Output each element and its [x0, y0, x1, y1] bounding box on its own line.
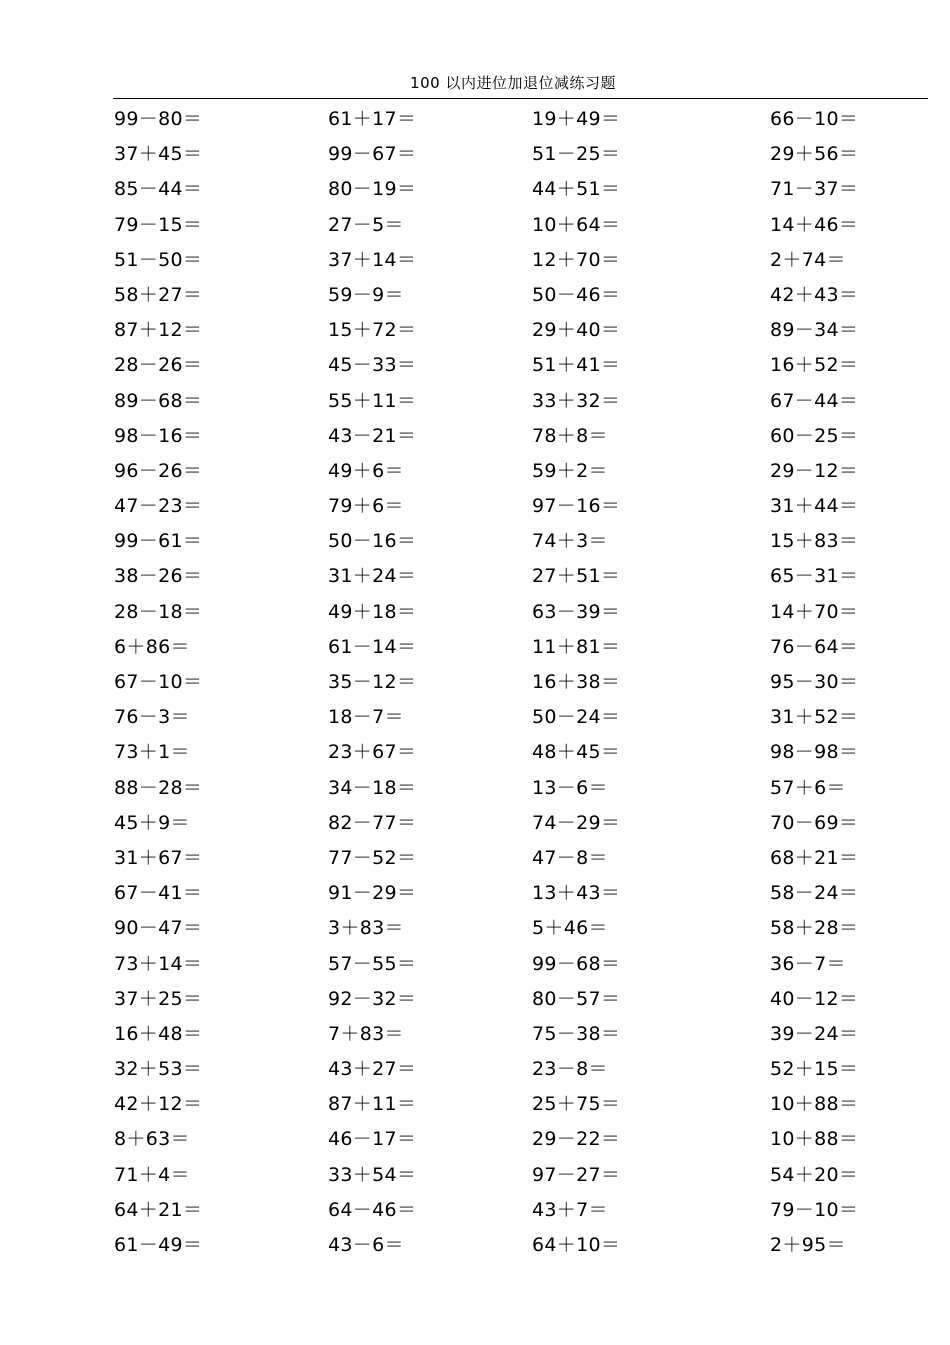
problem-row — [0, 1158, 950, 1193]
arithmetic-problem: 27－5＝ — [328, 213, 404, 236]
arithmetic-problem: 50－16＝ — [328, 530, 417, 553]
arithmetic-problem: 3＋83＝ — [328, 917, 404, 940]
arithmetic-problem: 99－61＝ — [114, 530, 203, 553]
problem-row — [0, 243, 950, 278]
arithmetic-problem: 46－17＝ — [328, 1128, 417, 1151]
arithmetic-problem: 23＋67＝ — [328, 741, 417, 764]
arithmetic-problem: 10＋64＝ — [532, 213, 621, 236]
problem-row — [0, 137, 950, 172]
problem-row — [0, 1193, 950, 1228]
arithmetic-problem: 64－46＝ — [328, 1198, 417, 1221]
arithmetic-problem: 90－47＝ — [114, 917, 203, 940]
arithmetic-problem: 64＋10＝ — [532, 1234, 621, 1256]
arithmetic-problem: 50－46＝ — [532, 283, 621, 306]
arithmetic-problem: 76－64＝ — [770, 635, 859, 658]
arithmetic-problem: 2＋74＝ — [770, 248, 846, 271]
arithmetic-problem: 79－15＝ — [114, 213, 203, 236]
arithmetic-problem: 31＋52＝ — [770, 706, 859, 729]
arithmetic-problem: 92－32＝ — [328, 987, 417, 1010]
arithmetic-problem: 89－34＝ — [770, 319, 859, 342]
problem-row — [0, 876, 950, 911]
arithmetic-problem: 98－98＝ — [770, 741, 859, 764]
arithmetic-problem: 39－24＝ — [770, 1022, 859, 1045]
problem-row — [0, 630, 950, 665]
arithmetic-problem: 43－6＝ — [328, 1234, 404, 1256]
arithmetic-problem: 29－12＝ — [770, 459, 859, 482]
arithmetic-problem: 59＋2＝ — [532, 459, 608, 482]
problem-row — [0, 771, 950, 806]
problem-row — [0, 911, 950, 946]
arithmetic-problem: 99－80＝ — [114, 108, 203, 130]
arithmetic-problem: 16＋38＝ — [532, 671, 621, 693]
arithmetic-problem: 49＋18＝ — [328, 600, 417, 623]
arithmetic-problem: 51－50＝ — [114, 248, 203, 271]
arithmetic-problem: 58－24＝ — [770, 882, 859, 905]
arithmetic-problem: 71＋4＝ — [114, 1163, 190, 1186]
arithmetic-problem: 54＋20＝ — [770, 1163, 859, 1186]
arithmetic-problem: 57－55＝ — [328, 952, 417, 975]
problem-row — [0, 489, 950, 524]
arithmetic-problem: 10＋88＝ — [770, 1128, 859, 1151]
problem-row — [0, 1228, 950, 1263]
arithmetic-problem: 13－6＝ — [532, 776, 608, 799]
arithmetic-problem: 61－49＝ — [114, 1234, 203, 1256]
arithmetic-problem: 65－31＝ — [770, 565, 859, 588]
arithmetic-problem: 59－9＝ — [328, 283, 404, 306]
arithmetic-problem: 18－7＝ — [328, 706, 404, 729]
problem-row — [0, 208, 950, 243]
arithmetic-problem: 35－12＝ — [328, 671, 417, 693]
arithmetic-problem: 82－77＝ — [328, 811, 417, 834]
arithmetic-problem: 61＋17＝ — [328, 108, 417, 130]
arithmetic-problem: 79－10＝ — [770, 1198, 859, 1221]
arithmetic-problem: 70－69＝ — [770, 811, 859, 834]
arithmetic-problem: 7＋83＝ — [328, 1022, 404, 1045]
arithmetic-problem: 73＋14＝ — [114, 952, 203, 975]
arithmetic-problem: 58＋28＝ — [770, 917, 859, 940]
arithmetic-problem: 28－26＝ — [114, 354, 203, 377]
arithmetic-problem: 12＋70＝ — [532, 248, 621, 271]
arithmetic-problem: 67－44＝ — [770, 389, 859, 412]
worksheet — [0, 102, 950, 1263]
page-title: 100 以内进位加退位减练习题 — [410, 74, 616, 92]
arithmetic-problem: 51＋41＝ — [532, 354, 621, 377]
arithmetic-problem: 2＋95＝ — [770, 1234, 846, 1256]
arithmetic-problem: 27＋51＝ — [532, 565, 621, 588]
arithmetic-problem: 74－29＝ — [532, 811, 621, 834]
arithmetic-problem: 79＋6＝ — [328, 495, 404, 518]
arithmetic-problem: 25＋75＝ — [532, 1093, 621, 1116]
arithmetic-problem: 16＋52＝ — [770, 354, 859, 377]
problem-row — [0, 595, 950, 630]
arithmetic-problem: 88－28＝ — [114, 776, 203, 799]
arithmetic-problem: 66－10＝ — [770, 108, 859, 130]
arithmetic-problem: 47－8＝ — [532, 846, 608, 869]
arithmetic-problem: 37＋14＝ — [328, 248, 417, 271]
arithmetic-problem: 15＋83＝ — [770, 530, 859, 553]
arithmetic-problem: 33＋32＝ — [532, 389, 621, 412]
arithmetic-problem: 98－16＝ — [114, 424, 203, 447]
arithmetic-problem: 99－68＝ — [532, 952, 621, 975]
arithmetic-problem: 32＋53＝ — [114, 1058, 203, 1081]
arithmetic-problem: 89－68＝ — [114, 389, 203, 412]
arithmetic-problem: 96－26＝ — [114, 459, 203, 482]
problem-row — [0, 524, 950, 559]
arithmetic-problem: 29－22＝ — [532, 1128, 621, 1151]
problem-row — [0, 982, 950, 1017]
arithmetic-problem: 34－18＝ — [328, 776, 417, 799]
arithmetic-problem: 33＋54＝ — [328, 1163, 417, 1186]
arithmetic-problem: 43＋27＝ — [328, 1058, 417, 1081]
problem-row — [0, 841, 950, 876]
problem-row — [0, 1122, 950, 1157]
arithmetic-problem: 45－33＝ — [328, 354, 417, 377]
arithmetic-problem: 13＋43＝ — [532, 882, 621, 905]
arithmetic-problem: 58＋27＝ — [114, 283, 203, 306]
problem-row — [0, 384, 950, 419]
arithmetic-problem: 23－8＝ — [532, 1058, 608, 1081]
arithmetic-problem: 16＋48＝ — [114, 1022, 203, 1045]
arithmetic-problem: 80－57＝ — [532, 987, 621, 1010]
arithmetic-problem: 42＋43＝ — [770, 283, 859, 306]
arithmetic-problem: 19＋49＝ — [532, 108, 621, 130]
arithmetic-problem: 45＋9＝ — [114, 811, 190, 834]
arithmetic-problem: 97－16＝ — [532, 495, 621, 518]
arithmetic-problem: 43＋7＝ — [532, 1198, 608, 1221]
arithmetic-problem: 95－30＝ — [770, 671, 859, 693]
arithmetic-problem: 80－19＝ — [328, 178, 417, 201]
arithmetic-problem: 28－18＝ — [114, 600, 203, 623]
arithmetic-problem: 76－3＝ — [114, 706, 190, 729]
arithmetic-problem: 64＋21＝ — [114, 1198, 203, 1221]
arithmetic-problem: 87＋11＝ — [328, 1093, 417, 1116]
arithmetic-problem: 67－10＝ — [114, 671, 203, 693]
arithmetic-problem: 14＋70＝ — [770, 600, 859, 623]
problem-row — [0, 947, 950, 982]
problem-row — [0, 278, 950, 313]
arithmetic-problem: 5＋46＝ — [532, 917, 608, 940]
arithmetic-problem: 48＋45＝ — [532, 741, 621, 764]
problem-row — [0, 419, 950, 454]
arithmetic-problem: 51－25＝ — [532, 143, 621, 166]
arithmetic-problem: 10＋88＝ — [770, 1093, 859, 1116]
problem-row — [0, 665, 950, 700]
arithmetic-problem: 77－52＝ — [328, 846, 417, 869]
arithmetic-problem: 61－14＝ — [328, 635, 417, 658]
problem-row — [0, 1052, 950, 1087]
problem-row — [0, 313, 950, 348]
arithmetic-problem: 75－38＝ — [532, 1022, 621, 1045]
arithmetic-problem: 47－23＝ — [114, 495, 203, 518]
problem-row — [0, 454, 950, 489]
arithmetic-problem: 73＋1＝ — [114, 741, 190, 764]
arithmetic-problem: 37＋45＝ — [114, 143, 203, 166]
arithmetic-problem: 42＋12＝ — [114, 1093, 203, 1116]
arithmetic-problem: 63－39＝ — [532, 600, 621, 623]
arithmetic-problem: 11＋81＝ — [532, 635, 621, 658]
arithmetic-problem: 38－26＝ — [114, 565, 203, 588]
arithmetic-problem: 15＋72＝ — [328, 319, 417, 342]
arithmetic-problem: 87＋12＝ — [114, 319, 203, 342]
problem-row — [0, 348, 950, 383]
arithmetic-problem: 6＋86＝ — [114, 635, 190, 658]
arithmetic-problem: 44＋51＝ — [532, 178, 621, 201]
arithmetic-problem: 99－67＝ — [328, 143, 417, 166]
arithmetic-problem: 78＋8＝ — [532, 424, 608, 447]
problem-row — [0, 1087, 950, 1122]
arithmetic-problem: 52＋15＝ — [770, 1058, 859, 1081]
arithmetic-problem: 40－12＝ — [770, 987, 859, 1010]
arithmetic-problem: 14＋46＝ — [770, 213, 859, 236]
problem-row — [0, 102, 950, 137]
arithmetic-problem: 50－24＝ — [532, 706, 621, 729]
arithmetic-problem: 68＋21＝ — [770, 846, 859, 869]
problem-row — [0, 806, 950, 841]
arithmetic-problem: 71－37＝ — [770, 178, 859, 201]
arithmetic-problem: 36－7＝ — [770, 952, 846, 975]
arithmetic-problem: 49＋6＝ — [328, 459, 404, 482]
problem-row — [0, 735, 950, 770]
arithmetic-problem: 97－27＝ — [532, 1163, 621, 1186]
arithmetic-problem: 91－29＝ — [328, 882, 417, 905]
arithmetic-problem: 60－25＝ — [770, 424, 859, 447]
problem-row — [0, 700, 950, 735]
problem-row — [0, 172, 950, 207]
arithmetic-problem: 43－21＝ — [328, 424, 417, 447]
page-header — [113, 72, 928, 99]
arithmetic-problem: 55＋11＝ — [328, 389, 417, 412]
arithmetic-problem: 29＋56＝ — [770, 143, 859, 166]
arithmetic-problem: 8＋63＝ — [114, 1128, 190, 1151]
problem-row — [0, 1017, 950, 1052]
arithmetic-problem: 37＋25＝ — [114, 987, 203, 1010]
problem-row — [0, 559, 950, 594]
arithmetic-problem: 67－41＝ — [114, 882, 203, 905]
arithmetic-problem: 85－44＝ — [114, 178, 203, 201]
arithmetic-problem: 74＋3＝ — [532, 530, 608, 553]
arithmetic-problem: 57＋6＝ — [770, 776, 846, 799]
arithmetic-problem: 31＋67＝ — [114, 846, 203, 869]
arithmetic-problem: 31＋24＝ — [328, 565, 417, 588]
arithmetic-problem: 31＋44＝ — [770, 495, 859, 518]
arithmetic-problem: 29＋40＝ — [532, 319, 621, 342]
